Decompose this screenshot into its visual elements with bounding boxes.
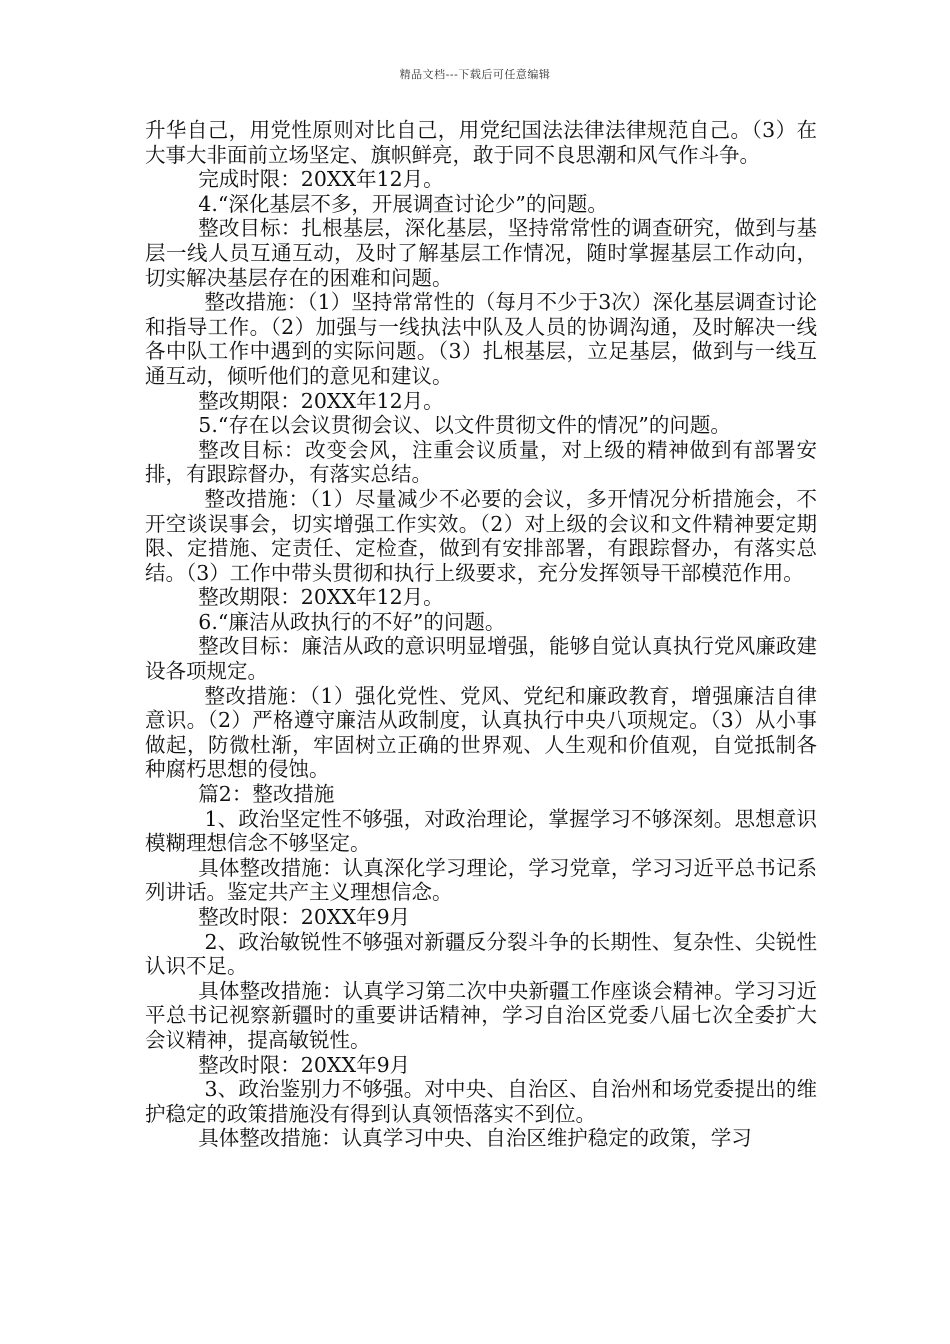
paragraph: 整改期限：20XX年12月。 xyxy=(198,585,444,610)
paragraph: 整改目标：改变会风，注重会议质量，对上级的精神做到有部署安排，有跟踪督办，有落实总结。 xyxy=(145,437,817,487)
page-header: 精品文档---下载后可任意编辑 xyxy=(399,68,551,81)
paragraph: 升华自己，用党性原则对比自己，用党纪国法法律法律规范自己。（3）在大事大非面前立场坚定、旗帜鲜亮，敢于同不良思潮和风气作斗争。 xyxy=(145,118,817,167)
paragraph: 整改时限：20XX年9月 xyxy=(198,905,411,929)
paragraph: 具体整改措施：认真深化学习理论，学习党章，学习习近平总书记系列讲话。鉴定共产主义理想信念。 xyxy=(145,855,817,905)
paragraph: 2、政治敏锐性不够强对新疆反分裂斗争的长期性、复杂性、尖锐性认识不足。 xyxy=(145,929,817,979)
paragraph: 整改目标：扎根基层，深化基层，坚持常常性的调查研究，做到与基层一线人员互通互动，及时了解基层工作情况，随时掌握基层工作动向，切实解决基层存在的困难和问题。 xyxy=(145,216,817,290)
paragraph: 整改目标：廉洁从政的意识明显增强，能够自觉认真执行党风廉政建设各项规定。 xyxy=(145,634,817,684)
paragraph: 6.“廉洁从政执行的不好”的问题。 xyxy=(198,609,506,634)
paragraph: 整改措施：（1）坚持常常性的（每月不少于3次）深化基层调查讨论和指导工作。（2）加强与一线执法中队及人员的协调沟通，及时解决一线各中队工作中遇到的实际问题。（3）扎根基层，立足基层，做到与一线互通互动，倾听他们的意见和建议。 xyxy=(145,290,817,388)
paragraph: 1、政治坚定性不够强，对政治理论，掌握学习不够深刻。思想意识模糊理想信念不够坚定。 xyxy=(145,806,817,856)
paragraph: 3、政治鉴别力不够强。对中央、自治区、自治州和场党委提出的维护稳定的政策措施没有得到认真领悟落实不到位。 xyxy=(145,1077,817,1126)
paragraph: 整改时限：20XX年9月 xyxy=(198,1052,411,1077)
paragraph: 4.“深化基层不多，开展调查讨论少”的问题。 xyxy=(198,191,608,216)
paragraph: 具体整改措施：认真学习第二次中央新疆工作座谈会精神。学习习近平总书记视察新疆时的重要讲话精神，学习自治区党委八届七次全委扩大会议精神，提高敏锐性。 xyxy=(145,978,817,1052)
paragraph: 具体整改措施：认真学习中央、自治区维护稳定的政策，学习 xyxy=(198,1126,752,1151)
paragraph: 5.“存在以会议贯彻会议、以文件贯彻文件的情况”的问题。 xyxy=(198,413,731,438)
section-heading: 篇2：整改措施 xyxy=(198,782,335,807)
paragraph: 完成时限：20XX年12月。 xyxy=(198,167,444,192)
paragraph: 整改措施：（1）强化党性、党风、党纪和廉政教育，增强廉洁自律意识。（2）严格遵守廉洁从政制度，认真执行中央八项规定。（3）从小事做起，防微杜渐，牢固树立正确的世界观、人生观和价值观，自觉抵制各种腐朽思想的侵蚀。 xyxy=(145,683,817,782)
paragraph: 整改期限：20XX年12月。 xyxy=(198,388,444,413)
document-body xyxy=(145,118,817,1151)
paragraph: 整改措施：（1）尽量减少不必要的会议，多开情况分析措施会，不开空谈误事会，切实增强工作实效。（2）对上级的会议和文件精神要定期限、定措施、定责任、定检查，做到有安排部署，有跟踪督办，有落实总结。（3）工作中带头贯彻和执行上级要求，充分发挥领导干部模范作用。 xyxy=(145,486,817,585)
